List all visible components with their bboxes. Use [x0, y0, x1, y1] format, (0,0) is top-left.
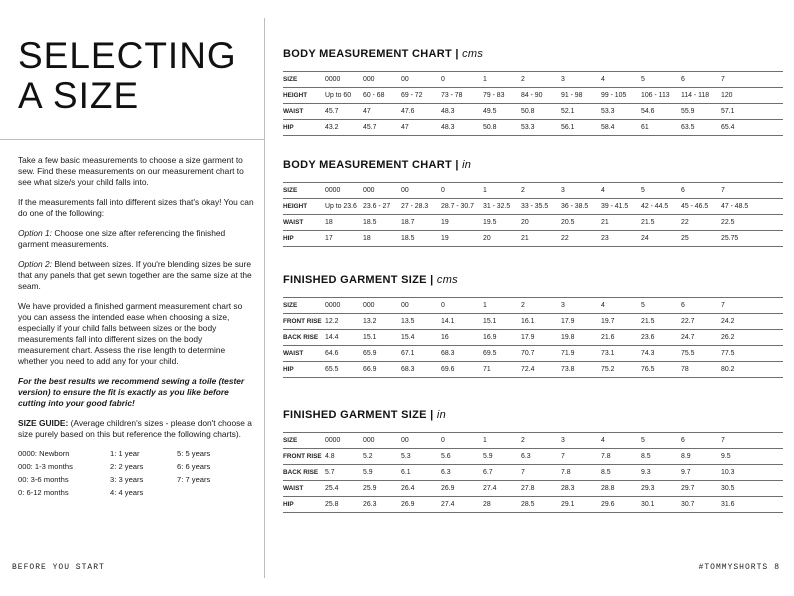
table-cell: 19: [441, 231, 483, 247]
option-2-paragraph: [18, 259, 254, 292]
table-cell: 26.9: [441, 481, 483, 497]
table-cell: 18: [325, 215, 363, 231]
table-row: [283, 88, 783, 104]
table-cell: 69.6: [441, 362, 483, 378]
table-cell: 7: [721, 298, 783, 314]
table-cell: 6: [681, 183, 721, 199]
table-cell: 24.2: [721, 314, 783, 330]
table-cell: 67.1: [401, 346, 441, 362]
table-cell: 50.8: [521, 104, 561, 120]
table-cell: 78: [681, 362, 721, 378]
table-row: [283, 465, 783, 481]
size-guide-list: [18, 448, 254, 498]
table-cell: 8.9: [681, 449, 721, 465]
table-cell: 000: [363, 433, 401, 449]
table-row: [283, 199, 783, 215]
table-cell: 70.7: [521, 346, 561, 362]
table-cell: 0: [441, 183, 483, 199]
table-cell: 60 - 68: [363, 88, 401, 104]
table-cell: 8.5: [641, 449, 681, 465]
intro-paragraph: Take a few basic measurements to choose a size garment to sew. Find these measurements on our measurement chart to see what size/s your child falls into.: [18, 155, 244, 187]
table-cell: 20: [483, 231, 521, 247]
size-guide-entry: 7: 7 years: [177, 475, 211, 484]
row-label: HIP: [283, 120, 325, 136]
table-cell: 13.5: [401, 314, 441, 330]
page-title-line-1: SELECTING: [18, 35, 237, 76]
table-cell: 1: [483, 298, 521, 314]
table-cell: 18: [363, 231, 401, 247]
toile-tip: For the best results we recommend sewing a toile (tester version) to ensure the fit is exactly as you like before cutting into your good fabric!: [18, 376, 245, 408]
table-cell: 91 - 98: [561, 88, 601, 104]
table-cell: 5.9: [483, 449, 521, 465]
table-cell: 22.5: [721, 215, 783, 231]
measurement-table: [283, 71, 783, 136]
table-cell: 3: [561, 433, 601, 449]
row-label: HIP: [283, 497, 325, 513]
table-cell: 13.2: [363, 314, 401, 330]
table-cell: 28: [483, 497, 521, 513]
size-guide-intro: [18, 418, 254, 440]
table-cell: 0000: [325, 183, 363, 199]
table-cell: 18.5: [401, 231, 441, 247]
finished-garment-chart-cms: [283, 274, 783, 378]
table-cell: 0000: [325, 298, 363, 314]
table-row: [283, 346, 783, 362]
body-measurement-chart-cms: [283, 48, 783, 136]
size-guide-entry: [177, 487, 247, 498]
table-cell: 49.5: [483, 104, 521, 120]
table-cell: 4: [601, 433, 641, 449]
table-cell: 45.7: [325, 104, 363, 120]
table-cell: 15.1: [483, 314, 521, 330]
size-guide-entry: 5: 5 years: [177, 449, 211, 458]
table-cell: 17: [325, 231, 363, 247]
table-cell: 18.5: [363, 215, 401, 231]
size-guide: [18, 418, 254, 498]
table-cell: 26.2: [721, 330, 783, 346]
table-cell: 4: [601, 183, 641, 199]
sizes-paragraph: If the measurements fall into different sizes that's okay! You can do one of the following:: [18, 197, 254, 218]
table-cell: 21.6: [601, 330, 641, 346]
table-row: [283, 298, 783, 314]
table-row: [283, 330, 783, 346]
table-cell: 21: [601, 215, 641, 231]
table-cell: 47.6: [401, 104, 441, 120]
table-cell: 4.8: [325, 449, 363, 465]
table-cell: 7.8: [601, 449, 641, 465]
table-cell: 18.7: [401, 215, 441, 231]
page-number: 8: [774, 563, 780, 572]
table-cell: 71: [483, 362, 521, 378]
table-cell: 50.8: [483, 120, 521, 136]
size-guide-entry: 1: 1 year: [110, 449, 140, 458]
chart-title-text: BODY MEASUREMENT CHART |: [283, 48, 463, 60]
row-label: HIP: [283, 362, 325, 378]
option-1-text: Choose one size after referencing the finished garment measurements.: [18, 228, 226, 249]
table-cell: 45.7: [363, 120, 401, 136]
table-cell: 29.1: [561, 497, 601, 513]
table-cell: 66.9: [363, 362, 401, 378]
table-row: [283, 231, 783, 247]
table-cell: 000: [363, 298, 401, 314]
table-row: [283, 215, 783, 231]
table-cell: 31 - 32.5: [483, 199, 521, 215]
left-panel: [0, 0, 265, 580]
table-cell: 30.5: [721, 481, 783, 497]
table-cell: 57.1: [721, 104, 783, 120]
table-cell: 69.5: [483, 346, 521, 362]
table-cell: 5.6: [441, 449, 483, 465]
table-row: [283, 120, 783, 136]
row-label: WAIST: [283, 481, 325, 497]
table-cell: 28.8: [601, 481, 641, 497]
size-guide-entry: 0: 6-12 months: [18, 488, 69, 497]
chart-title-text: FINISHED GARMENT SIZE |: [283, 409, 437, 421]
table-cell: 65.4: [721, 120, 783, 136]
row-label: SIZE: [283, 72, 325, 88]
table-cell: 2: [521, 298, 561, 314]
table-cell: 29.7: [681, 481, 721, 497]
table-cell: 25.4: [325, 481, 363, 497]
table-cell: 68.3: [401, 362, 441, 378]
table-cell: 1: [483, 433, 521, 449]
table-cell: 99 - 105: [601, 88, 641, 104]
table-row: [283, 449, 783, 465]
chart-unit: in: [462, 159, 472, 171]
table-cell: 68.3: [441, 346, 483, 362]
table-cell: 47: [363, 104, 401, 120]
table-cell: 43.2: [325, 120, 363, 136]
row-label: HEIGHT: [283, 88, 325, 104]
table-cell: 28.5: [521, 497, 561, 513]
chart-title: [283, 48, 783, 60]
table-cell: 4: [601, 72, 641, 88]
table-cell: 20: [521, 215, 561, 231]
row-label: WAIST: [283, 104, 325, 120]
table-cell: 75.5: [681, 346, 721, 362]
table-cell: 6: [681, 298, 721, 314]
row-label: SIZE: [283, 433, 325, 449]
table-cell: 80.2: [721, 362, 783, 378]
row-label: WAIST: [283, 215, 325, 231]
row-label: BACK RISE: [283, 330, 325, 346]
table-cell: 6.3: [521, 449, 561, 465]
table-cell: 6: [681, 433, 721, 449]
table-cell: 106 - 113: [641, 88, 681, 104]
table-cell: 16.9: [483, 330, 521, 346]
table-cell: 00: [401, 298, 441, 314]
table-cell: 7: [521, 465, 561, 481]
table-cell: 3: [561, 72, 601, 88]
option-1-label: Option 1:: [18, 228, 52, 238]
table-cell: 47 - 48.5: [721, 199, 783, 215]
table-cell: 00: [401, 72, 441, 88]
table-cell: 10.3: [721, 465, 783, 481]
table-cell: 53.3: [601, 104, 641, 120]
option-1-paragraph: [18, 228, 254, 250]
table-cell: 30.7: [681, 497, 721, 513]
table-cell: 17.9: [521, 330, 561, 346]
page-title-line-2: A SIZE: [18, 75, 140, 116]
table-cell: 0: [441, 72, 483, 88]
table-cell: 23.6 - 27: [363, 199, 401, 215]
table-cell: 26.9: [401, 497, 441, 513]
table-cell: 00: [401, 433, 441, 449]
size-guide-entry: 3: 3 years: [110, 475, 144, 484]
table-cell: 26.3: [363, 497, 401, 513]
table-cell: 73.8: [561, 362, 601, 378]
table-cell: 58.4: [601, 120, 641, 136]
chart-title: [283, 159, 783, 171]
table-cell: 52.1: [561, 104, 601, 120]
table-cell: 9.3: [641, 465, 681, 481]
table-cell: 7: [721, 183, 783, 199]
table-row: [283, 497, 783, 513]
table-cell: 24.7: [681, 330, 721, 346]
table-cell: 24: [641, 231, 681, 247]
option-2-text: Blend between sizes. If you're blending sizes be sure that any panels that get sewn together are the same size at the seam.: [18, 259, 252, 291]
row-label: SIZE: [283, 183, 325, 199]
table-cell: 0: [441, 433, 483, 449]
table-cell: 71.9: [561, 346, 601, 362]
table-cell: 20.5: [561, 215, 601, 231]
title-divider: [0, 139, 265, 140]
table-cell: 29.3: [641, 481, 681, 497]
table-cell: 00: [401, 183, 441, 199]
table-cell: 73 - 78: [441, 88, 483, 104]
table-cell: 14.4: [325, 330, 363, 346]
table-cell: 31.6: [721, 497, 783, 513]
table-cell: 8.5: [601, 465, 641, 481]
table-cell: 19.7: [601, 314, 641, 330]
finished-garment-paragraph: We have provided a finished garment measurement chart so you can assess the intended ease when choosing a size, especially if your child falls between sizes or the body measurements fall into different sizes on the body measurement chart. Assess the rise length to determine whether you need to add any for your child.: [18, 301, 243, 366]
chart-unit: in: [436, 409, 447, 421]
table-cell: 39 - 41.5: [601, 199, 641, 215]
table-cell: 9.7: [681, 465, 721, 481]
table-row: [283, 104, 783, 120]
table-cell: 000: [363, 72, 401, 88]
table-cell: 27.4: [441, 497, 483, 513]
table-cell: 14.1: [441, 314, 483, 330]
table-cell: 25.75: [721, 231, 783, 247]
size-guide-entry: 0000: Newborn: [18, 449, 70, 458]
table-cell: 000: [363, 183, 401, 199]
table-cell: 21.5: [641, 314, 681, 330]
footer-section-label: BEFORE YOU START: [12, 563, 105, 572]
table-cell: 19: [441, 215, 483, 231]
chart-title-text: BODY MEASUREMENT CHART |: [283, 159, 463, 171]
table-cell: 45 - 46.5: [681, 199, 721, 215]
table-row: [283, 72, 783, 88]
table-cell: 75.2: [601, 362, 641, 378]
table-cell: 27.4: [483, 481, 521, 497]
instructions: [18, 155, 254, 498]
table-cell: 3: [561, 183, 601, 199]
table-cell: 28.7 - 30.7: [441, 199, 483, 215]
table-cell: 5: [641, 72, 681, 88]
table-cell: 22.7: [681, 314, 721, 330]
row-label: HIP: [283, 231, 325, 247]
row-label: SIZE: [283, 298, 325, 314]
size-guide-entry: 00: 3-6 months: [18, 475, 69, 484]
measurement-table: [283, 182, 783, 247]
table-cell: 3: [561, 298, 601, 314]
table-cell: 27 - 28.3: [401, 199, 441, 215]
table-cell: 7: [721, 433, 783, 449]
size-guide-title: SIZE GUIDE:: [18, 418, 69, 428]
table-row: [283, 433, 783, 449]
table-cell: 0000: [325, 433, 363, 449]
table-cell: 21: [521, 231, 561, 247]
footer-hashtag: #TOMMYSHORTS: [698, 563, 769, 572]
table-cell: 56.1: [561, 120, 601, 136]
table-cell: 15.4: [401, 330, 441, 346]
size-guide-entry: 4: 4 years: [110, 488, 144, 497]
table-row: [283, 314, 783, 330]
table-cell: 63.5: [681, 120, 721, 136]
table-cell: 65.5: [325, 362, 363, 378]
table-cell: 30.1: [641, 497, 681, 513]
table-cell: 2: [521, 433, 561, 449]
table-cell: 26.4: [401, 481, 441, 497]
table-cell: 2: [521, 183, 561, 199]
table-cell: 5: [641, 298, 681, 314]
table-cell: 120: [721, 88, 783, 104]
row-label: WAIST: [283, 346, 325, 362]
table-cell: 65.9: [363, 346, 401, 362]
table-cell: 23: [601, 231, 641, 247]
table-row: [283, 481, 783, 497]
table-cell: 5.3: [401, 449, 441, 465]
chart-title-text: FINISHED GARMENT SIZE |: [283, 274, 437, 286]
table-cell: 79 - 83: [483, 88, 521, 104]
table-cell: 48.3: [441, 104, 483, 120]
table-cell: 25.8: [325, 497, 363, 513]
table-cell: 4: [601, 298, 641, 314]
table-cell: 21.5: [641, 215, 681, 231]
table-cell: 42 - 44.5: [641, 199, 681, 215]
chart-title: [283, 274, 783, 286]
chart-title: [283, 409, 783, 421]
table-cell: 1: [483, 72, 521, 88]
table-cell: 84 - 90: [521, 88, 561, 104]
table-cell: 69 - 72: [401, 88, 441, 104]
table-cell: 5.9: [363, 465, 401, 481]
table-cell: 47: [401, 120, 441, 136]
table-cell: 114 - 118: [681, 88, 721, 104]
body-measurement-chart-in: [283, 159, 783, 247]
table-cell: 25.9: [363, 481, 401, 497]
option-2-label: Option 2:: [18, 259, 52, 269]
table-cell: 55.9: [681, 104, 721, 120]
row-label: FRONT RISE: [283, 314, 325, 330]
table-cell: Up to 60: [325, 88, 363, 104]
table-cell: 27.8: [521, 481, 561, 497]
chart-unit: cms: [436, 274, 458, 286]
size-guide-entry: 000: 1-3 months: [18, 462, 73, 471]
footer-right: [699, 563, 780, 572]
table-row: [283, 362, 783, 378]
table-cell: 28.3: [561, 481, 601, 497]
table-cell: 9.5: [721, 449, 783, 465]
size-guide-entry: 6: 6 years: [177, 462, 211, 471]
table-cell: 5.2: [363, 449, 401, 465]
table-cell: Up to 23.6: [325, 199, 363, 215]
table-cell: 61: [641, 120, 681, 136]
table-cell: 77.5: [721, 346, 783, 362]
table-cell: 16: [441, 330, 483, 346]
table-cell: 5.7: [325, 465, 363, 481]
row-label: BACK RISE: [283, 465, 325, 481]
table-cell: 72.4: [521, 362, 561, 378]
table-cell: 48.3: [441, 120, 483, 136]
table-cell: 6.1: [401, 465, 441, 481]
table-cell: 6.3: [441, 465, 483, 481]
table-cell: 0: [441, 298, 483, 314]
table-cell: 17.9: [561, 314, 601, 330]
table-cell: 12.2: [325, 314, 363, 330]
table-cell: 16.1: [521, 314, 561, 330]
table-cell: 53.3: [521, 120, 561, 136]
table-cell: 76.5: [641, 362, 681, 378]
table-cell: 22: [561, 231, 601, 247]
row-label: HEIGHT: [283, 199, 325, 215]
finished-garment-chart-in: [283, 409, 783, 513]
table-cell: 73.1: [601, 346, 641, 362]
measurement-table: [283, 432, 783, 513]
table-cell: 5: [641, 183, 681, 199]
table-cell: 54.6: [641, 104, 681, 120]
size-guide-text: (Average children's sizes - please don't choose a size purely based on this but reference the following charts).: [18, 418, 252, 439]
table-row: [283, 183, 783, 199]
table-cell: 15.1: [363, 330, 401, 346]
page-title: [18, 36, 237, 116]
table-cell: 25: [681, 231, 721, 247]
table-cell: 19.5: [483, 215, 521, 231]
table-cell: 0000: [325, 72, 363, 88]
table-cell: 1: [483, 183, 521, 199]
table-cell: 36 - 38.5: [561, 199, 601, 215]
row-label: FRONT RISE: [283, 449, 325, 465]
size-guide-entry: 2: 2 years: [110, 462, 144, 471]
table-cell: 22: [681, 215, 721, 231]
table-cell: 33 - 35.5: [521, 199, 561, 215]
column-divider: [264, 18, 265, 578]
table-cell: 7.8: [561, 465, 601, 481]
table-cell: 5: [641, 433, 681, 449]
table-cell: 74.3: [641, 346, 681, 362]
table-cell: 64.6: [325, 346, 363, 362]
table-cell: 23.6: [641, 330, 681, 346]
table-cell: 19.8: [561, 330, 601, 346]
table-cell: 6.7: [483, 465, 521, 481]
table-cell: 7: [561, 449, 601, 465]
table-cell: 7: [721, 72, 783, 88]
chart-unit: cms: [462, 48, 484, 60]
table-cell: 6: [681, 72, 721, 88]
table-cell: 29.6: [601, 497, 641, 513]
measurement-table: [283, 297, 783, 378]
table-cell: 2: [521, 72, 561, 88]
